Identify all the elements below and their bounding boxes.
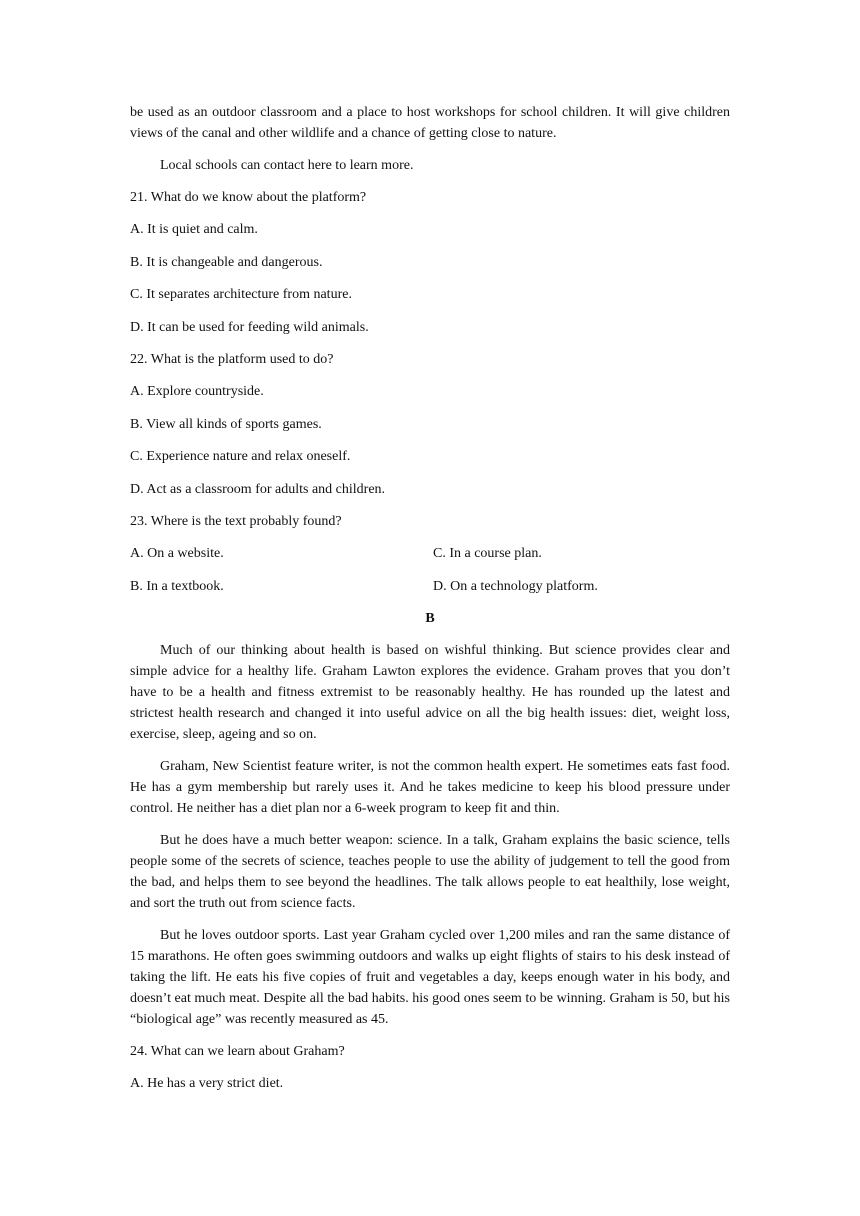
question-22-option-c: C. Experience nature and relax oneself. (130, 449, 351, 465)
question-21-option-b: B. It is changeable and dangerous. (130, 254, 323, 270)
question-22-option-a: A. Explore countryside. (130, 384, 264, 400)
question-22-block (130, 349, 730, 511)
question-23-options-row-2 (130, 576, 730, 608)
section-b-heading: B (425, 611, 435, 627)
question-23-stem: 23. Where is the text probably found? (130, 513, 342, 529)
question-22-option-b: B. View all kinds of sports games. (130, 416, 322, 432)
question-22-stem: 22. What is the platform used to do? (130, 351, 334, 367)
section-b-paragraph-4: But he loves outdoor sports. Last year Graham cycled over 1,200 miles and ran the same distance of 15 marathons. He often goes swimming outdoors and walks up eight flights of stairs to his desk instead of taking the lift. He eats his five copies of fruit and vegetables a day, keeps enough water in his body, and doesn’t eat much meat. Despite all the bad habits. his good ones seem to be winning. Graham is 50, but his “biological age” was recently measured as 45. (130, 928, 730, 1028)
question-24-option-a: A. He has a very strict diet. (130, 1076, 284, 1092)
question-24-block (130, 1041, 730, 1106)
question-22-option-d: D. Act as a classroom for adults and children. (130, 481, 386, 497)
question-21-stem: 21. What do we know about the platform? (130, 190, 367, 205)
question-21-option-a: A. It is quiet and calm. (130, 222, 258, 238)
intro-contact-paragraph: Local schools can contact here to learn more. (160, 158, 414, 173)
question-23-option-d: D. On a technology platform. (433, 578, 598, 594)
section-b-paragraph-2: Graham, New Scientist feature writer, is not the common health expert. He sometimes eats fast food. He has a gym membership but rarely uses it. And he takes medicine to keep his blood pressure under control. He neither has a diet plan nor a 6-week program to keep fit and thin. (130, 759, 730, 817)
section-b (130, 608, 730, 1030)
question-21-option-c: C. It separates architecture from nature. (130, 287, 352, 303)
question-24-stem: 24. What can we learn about Graham? (130, 1044, 345, 1060)
intro-continuation-paragraph: be used as an outdoor classroom and a place to host workshops for school children. It will give children views of the canal and other wildlife and a chance of getting close to nature. (130, 105, 730, 141)
question-23-option-b: B. In a textbook. (130, 578, 224, 594)
question-23-option-a: A. On a website. (130, 546, 224, 562)
section-b-paragraph-3: But he does have a much better weapon: science. In a talk, Graham explains the basic science, tells people some of the secrets of science, teaches people to use the ability of judgement to tell the good from the bad, and helps them to see beyond the headlines. The talk allows people to eat healthily, lose weight, and sort the truth out from science facts. (130, 833, 730, 912)
question-21-option-d: D. It can be used for feeding wild animals. (130, 319, 369, 335)
question-21-block (130, 187, 730, 349)
question-23-options-row-1 (130, 543, 730, 575)
document-page (130, 102, 730, 1106)
question-23-option-c: C. In a course plan. (433, 546, 542, 562)
question-23-block (130, 511, 730, 608)
section-b-paragraph-1: Much of our thinking about health is based on wishful thinking. But science provides clear and simple advice for a healthy life. Graham Lawton explores the evidence. Graham proves that you don’t have to be a health and fitness extremist to be reasonably healthy. He has rounded up the latest and strictest health research and changed it into useful advice on all the big health issues: diet, weight loss, exercise, sleep, ageing and so on. (130, 643, 730, 743)
